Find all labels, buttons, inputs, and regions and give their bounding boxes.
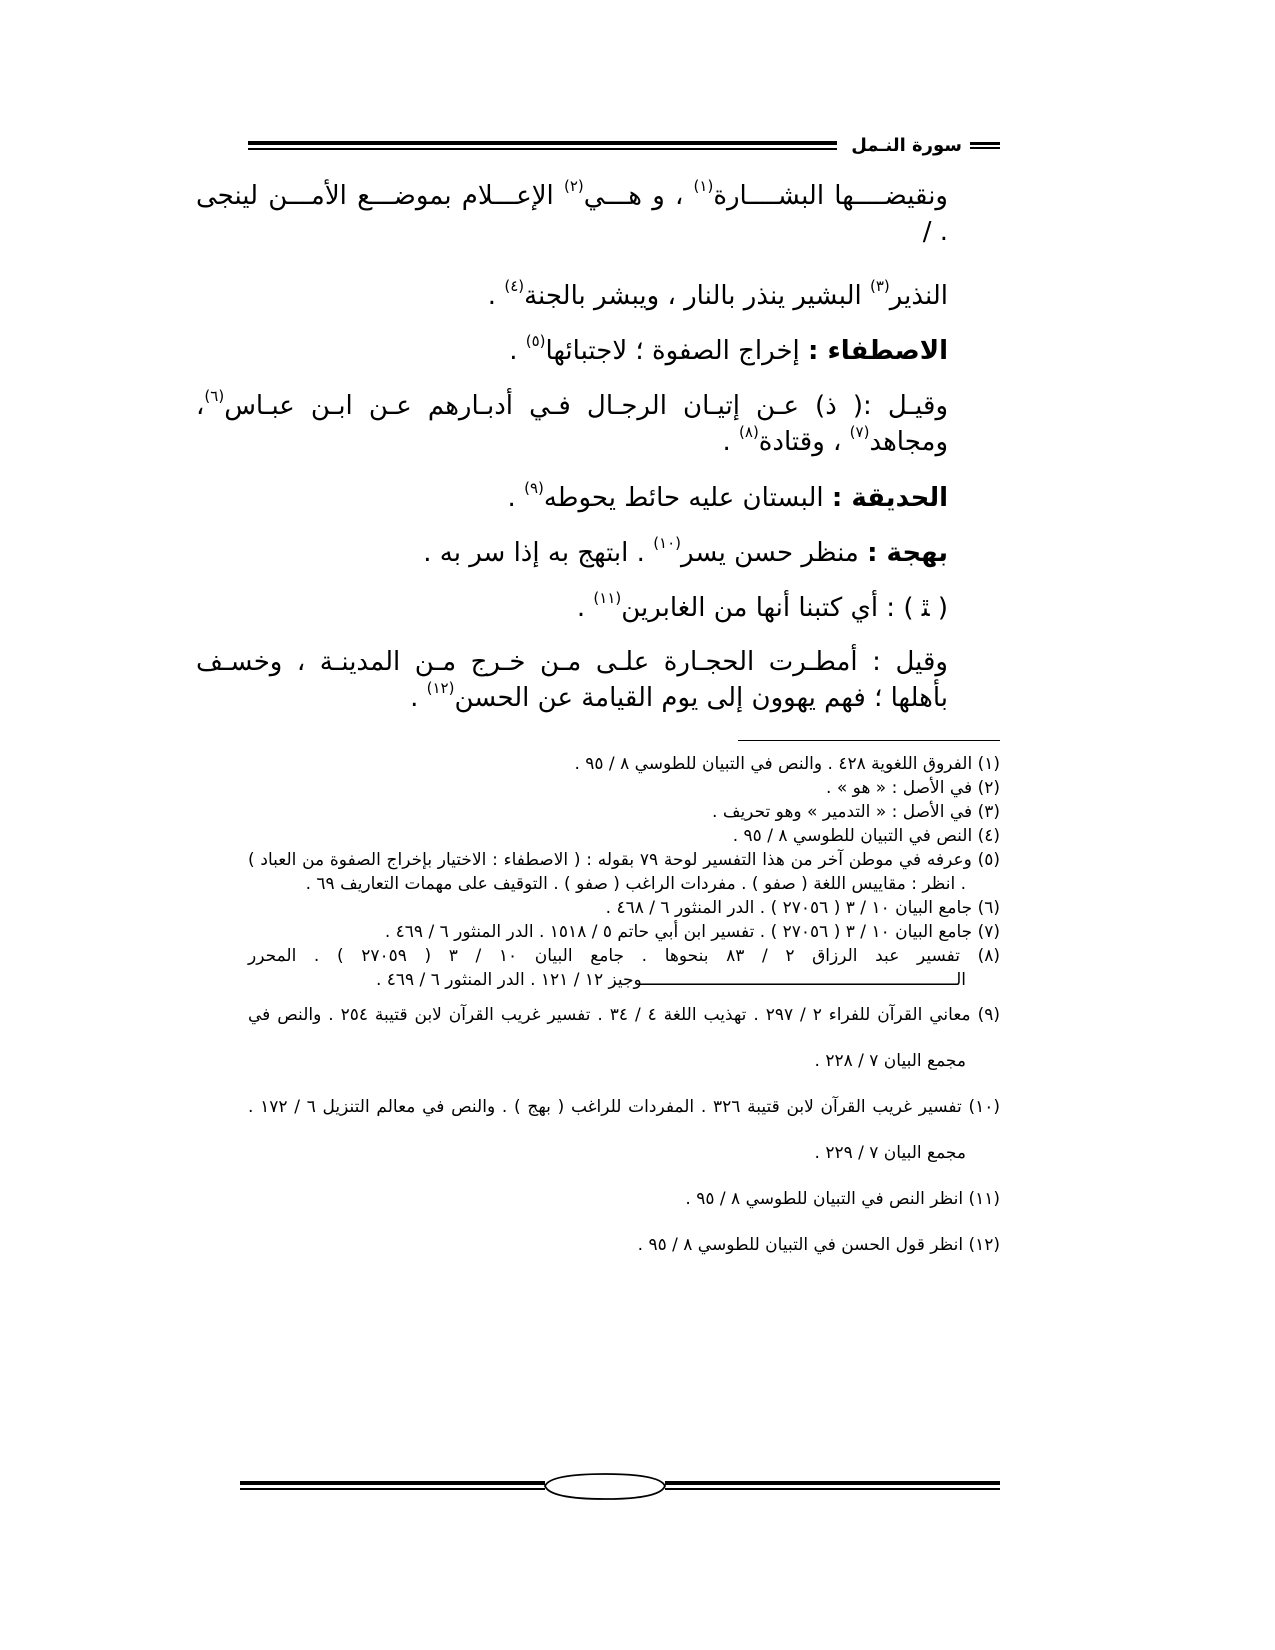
footnote-ref[interactable]: (١١): [593, 589, 622, 608]
footnote-ref[interactable]: (١٢): [426, 679, 455, 698]
paragraph-5: [196, 480, 1000, 516]
paragraph-6: [196, 535, 1000, 571]
footnote: (٥) وعرفه في موطن آخر من هذا التفسير لوحة ٧٩ بقوله : ( الاصطفاء : الاختيار بإخراج الصفوة من العباد ) . انظر : مقاييس اللغة ( صفو ) . مفردات الراغب ( صفو ) . التوقيف على مهمات التعاريف ٦٩ .: [248, 850, 1000, 894]
text-span: البشير ينذر بالنار ، ويبشر بالجنة: [524, 281, 870, 311]
footer-ornament: [240, 1472, 1000, 1502]
footnote-ref[interactable]: (٩): [524, 479, 544, 498]
text-span: .: [487, 281, 505, 311]
footnote-ref[interactable]: (١٠): [653, 534, 682, 553]
footnotes: [248, 752, 1000, 1268]
text-span: الإعـــلام بموضـــع الأمـــن لينجى . /: [196, 181, 948, 247]
footnote: (١٢) انظر قول الحسن في التبيان للطوسي ٨ / ٩٥ .: [637, 1235, 1000, 1255]
paragraph-2: [196, 278, 1000, 314]
text-span: .: [576, 593, 594, 623]
footnote-ref[interactable]: (٢): [563, 177, 584, 196]
text-span: ، و هـــي: [583, 181, 694, 211]
text-span: .: [410, 683, 427, 713]
text-span: ونقيضــــها البشــــارة: [713, 181, 948, 211]
footnote: (٣) في الأصل : « التدمير » وهو تحريف .: [712, 802, 1000, 822]
footnote-separator: [738, 740, 1000, 741]
text-span: وقيل : أمطـرت الحجـارة علـى مـن خـرج مـن المدينـة ، وخسـف بأهلها ؛ فهم يهوون إلى يوم القيامة عن الحسن: [196, 647, 948, 713]
term: بهجة :: [867, 538, 948, 568]
text-span: منظر حسن يسر: [681, 538, 868, 568]
running-header: [248, 130, 1000, 160]
footnote: (٤) النص في التبيان للطوسي ٨ / ٩٥ .: [732, 826, 1000, 846]
text-span: ، وقتادة: [758, 427, 850, 457]
paragraph-8: [196, 644, 1000, 716]
term: الاصطفاء :: [808, 336, 948, 366]
term: الحديقة :: [831, 483, 948, 513]
footnote: (٨) تفسير عبد الرزاق ٢ / ٨٣ بنحوها . جامع البيان ١٠ / ٣ ( ٢٧٠٥٩ ) . المحرر الـــــــــــــــــــــــــــــــــــــــــــــــــــــــــــــــوجيز ١٢ / ١٢١ . الدر المنثور ٦ / ٤٦٩ .: [248, 946, 1000, 990]
text-span: وقيـل :( ذ) عـن إتيـان الرجـال فـي أدبـارهم عـن ابـن عبـاس: [224, 391, 948, 421]
footnote-ref[interactable]: (٣): [869, 277, 890, 296]
text-span: .: [722, 427, 740, 457]
text-span: ، ومجاهد: [196, 391, 948, 457]
footnote-ref[interactable]: (٥): [525, 332, 546, 351]
footnote: (٢) في الأصل : « هو » .: [826, 778, 1000, 798]
footnote: (١١) انظر النص في التبيان للطوسي ٨ / ٩٥ .: [685, 1189, 1000, 1209]
header-rule: [248, 141, 837, 150]
footnote: (٧) جامع البيان ١٠ / ٣ ( ٢٧٠٥٦ ) . تفسير ابن أبي حاتم ٥ / ١٥١٨ . الدر المنثور ٦ / ٤٦٩ .: [384, 922, 1000, 942]
text-span: .: [509, 336, 526, 366]
text-span: .: [507, 483, 525, 513]
text-span: . ابتهج به إذا سر به .: [423, 538, 654, 568]
footnote: (١٠) تفسير غريب القرآن لابن قتيبة ٣٢٦ . المفردات للراغب ( بهج ) . والنص في معالم التنزيل ٦ / ١٧٢ . مجمع البيان ٧ / ٢٢٩ .: [248, 1097, 1000, 1163]
footnote-ref[interactable]: (٦): [204, 387, 225, 406]
footnote-ref[interactable]: (٧): [849, 423, 870, 442]
footnote-ref[interactable]: (٨): [739, 423, 759, 442]
paragraph-3: [196, 333, 1000, 369]
footnote-ref[interactable]: (٤): [504, 277, 525, 296]
paragraph-1: [196, 178, 1000, 250]
footnote: (٦) جامع البيان ١٠ / ٣ ( ٢٧٠٥٦ ) . الدر المنثور ٦ / ٤٦٨ .: [605, 898, 1000, 918]
footnote: (٩) معاني القرآن للفراء ٢ / ٢٩٧ . تهذيب اللغة ٤ / ٣٤ . تفسير غريب القرآن لابن قتيبة ٢٥٤ . والنص في مجمع البيان ٧ / ٢٢٨ .: [248, 1005, 1001, 1071]
paragraph-7: [196, 590, 1000, 626]
footnote: (١) الفروق اللغوية ٤٢٨ . والنص في التبيان للطوسي ٨ / ٩٥ .: [574, 754, 1000, 774]
header-title: سورة النـمل: [851, 134, 962, 156]
footnote-ref[interactable]: (١): [693, 177, 714, 196]
text-span: النذير: [889, 281, 948, 311]
text-span: البستان عليه حائط يحوطه: [543, 483, 832, 513]
paragraph-4: [196, 388, 1000, 460]
header-dash: [970, 142, 1000, 149]
text-span: ( ﭥ ) : أي كتبنا أنها من الغابرين: [621, 593, 948, 623]
text-span: إخراج الصفوة ؛ لاجتبائها: [545, 336, 809, 366]
